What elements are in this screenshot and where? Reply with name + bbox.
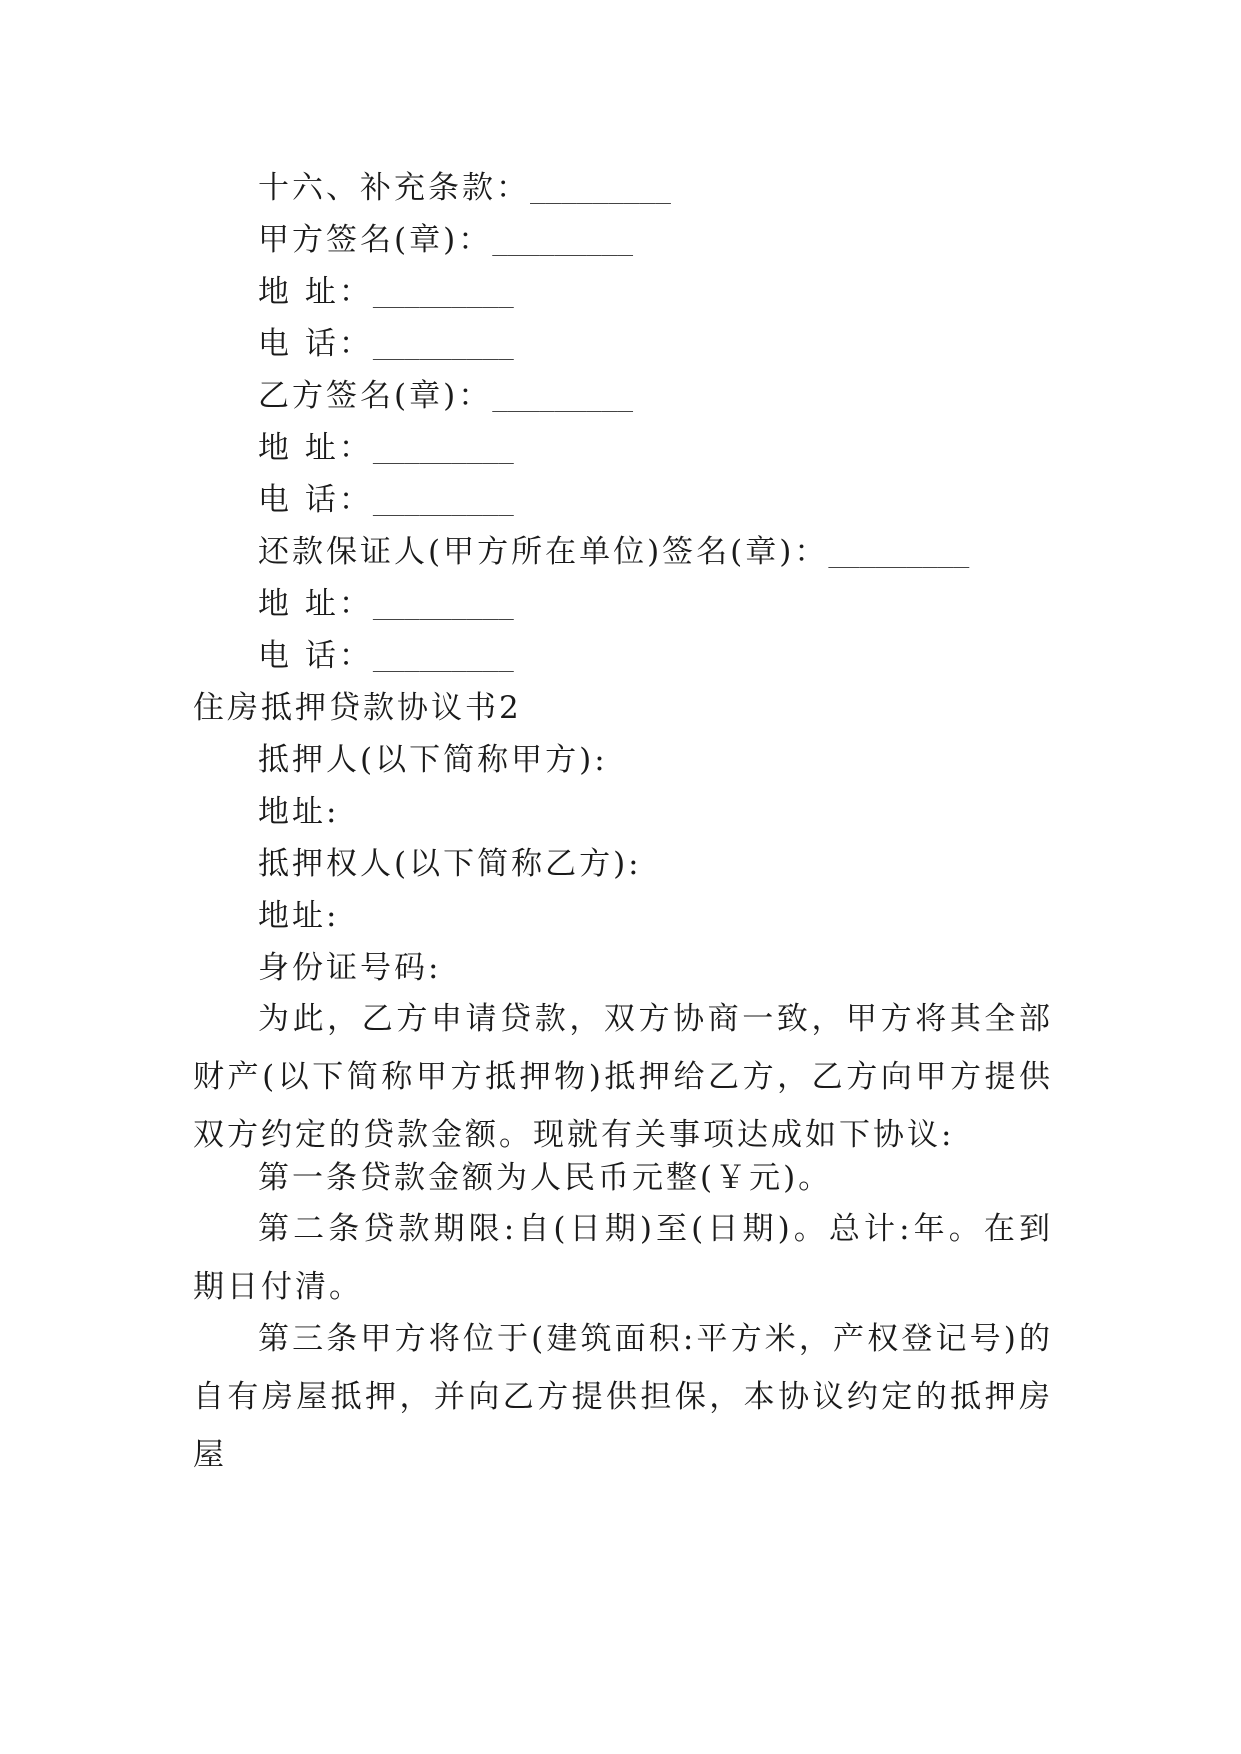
mortgagee-address-line: 地址: [258, 898, 340, 934]
guarantor-phone-blank: _________ [372, 643, 514, 673]
guarantor-signature-line [258, 532, 969, 574]
mortgagor-line: 抵押人(以下简称甲方): [258, 742, 608, 778]
party-a-phone-line [258, 324, 514, 366]
party-a-signature-blank: _________ [492, 227, 634, 257]
party-b-signature-line [258, 376, 633, 418]
party-a-signature-label: 甲方签名(章)： [258, 222, 493, 258]
guarantor-signature-label: 还款保证人(甲方所在单位)签名(章)： [258, 534, 829, 570]
guarantor-address-label: 地 址： [258, 586, 373, 622]
article-1: 第一条贷款金额为人民币元整(￥元)。 [258, 1160, 833, 1196]
supplementary-terms-blank: _________ [530, 175, 671, 205]
party-a-address-blank: _________ [372, 279, 514, 309]
party-a-phone-label: 电 话： [258, 326, 373, 362]
party-b-address-line [258, 428, 514, 470]
article-2: 第二条贷款期限:自(日期)至(日期)。总计:年。在到期日付清。 [193, 1211, 1053, 1305]
party-b-phone-line [258, 480, 514, 522]
party-b-phone-blank: _________ [372, 487, 514, 517]
guarantor-phone-line [258, 636, 514, 678]
agreement-title: 住房抵押贷款协议书2 [193, 690, 522, 726]
guarantor-phone-label: 电 话： [258, 638, 373, 674]
party-a-phone-blank: _________ [372, 331, 514, 361]
party-a-signature-line [258, 220, 633, 262]
mortgagor-address-line: 地址: [258, 794, 340, 830]
party-b-address-blank: _________ [372, 435, 514, 465]
party-b-signature-blank: _________ [492, 383, 634, 413]
party-a-address-label: 地 址： [258, 274, 373, 310]
article-3: 第三条甲方将位于(建筑面积:平方米，产权登记号)的自有房屋抵押，并向乙方提供担保，本协议约定的抵押房屋 [193, 1321, 1053, 1473]
party-a-address-line [258, 272, 514, 314]
intro-paragraph: 为此，乙方申请贷款，双方协商一致，甲方将其全部财产(以下简称甲方抵押物)抵押给乙方，乙方向甲方提供双方约定的贷款金额。现就有关事项达成如下协议: [193, 1001, 1053, 1153]
guarantor-address-blank: _________ [372, 591, 514, 621]
party-b-signature-label: 乙方签名(章)： [258, 378, 493, 414]
supplementary-terms-label: 十六、补充条款： [258, 170, 530, 206]
party-b-address-label: 地 址： [258, 430, 373, 466]
mortgagee-line: 抵押权人(以下简称乙方): [258, 846, 642, 882]
supplementary-terms-line [258, 168, 671, 210]
guarantor-address-line [258, 584, 514, 626]
guarantor-signature-blank: _________ [828, 539, 970, 569]
party-b-phone-label: 电 话： [258, 482, 373, 518]
id-number-line: 身份证号码: [258, 950, 442, 986]
